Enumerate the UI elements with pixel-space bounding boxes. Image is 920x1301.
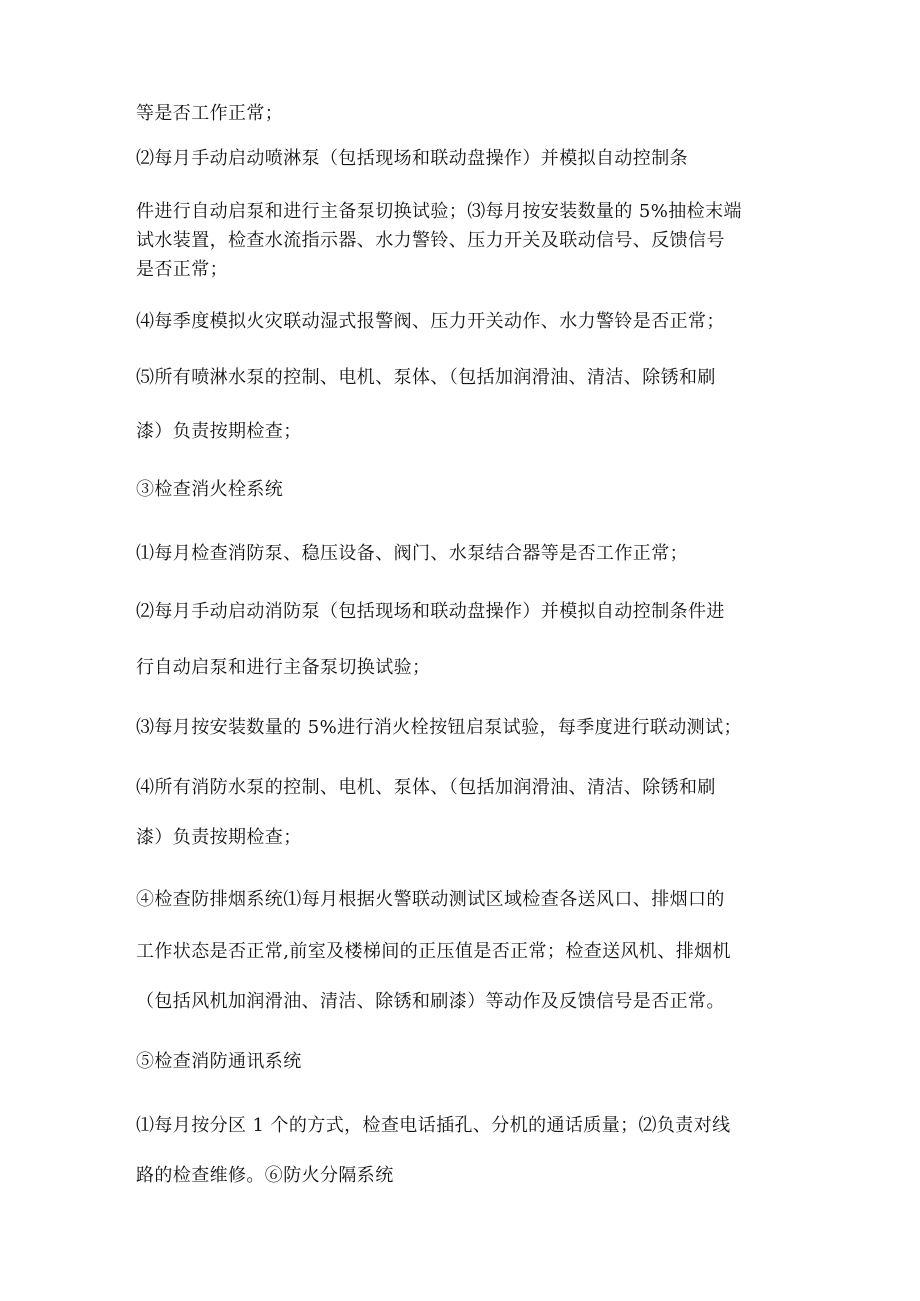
text-line: 路的检查维修。⑥防火分隔系统 [136,1165,394,1186]
text-line: ⑵每月手动启动消防泵（包括现场和联动盘操作）并模拟自动控制条件进 [136,601,725,622]
text-line: ⑸所有喷淋水泵的控制、电机、泵体、（包括加润滑油、清洁、除锈和刷 [136,367,716,388]
text-line: 试水装置，检查水流指示器、水力警铃、压力开关及联动信号、反馈信号 [136,230,725,251]
text-line: 件进行自动启泵和进行主备泵切换试验；⑶每月按安装数量的 5%抽检末端 [136,201,742,222]
text-line: 行自动启泵和进行主备泵切换试验； [136,657,431,678]
text-line: 是否正常； [136,259,228,280]
text-line: ⑷每季度模拟火灾联动湿式报警阀、压力开关动作、水力警铃是否正常； [136,311,725,332]
text-line: ⑴每月按分区 1 个的方式，检查电话插孔、分机的通话质量；⑵负责对线 [136,1115,731,1136]
section-heading: ③检查消火栓系统 [136,479,284,500]
section-heading: ⑤检查消防通讯系统 [136,1051,302,1072]
text-line: 等是否工作正常； [136,103,284,124]
text-line: 工作状态是否正常,前室及楼梯间的正压值是否正常；检查送风机、排烟机 [136,941,731,962]
text-line: ④检查防排烟系统⑴每月根据火警联动测试区域检查各送风口、排烟口的 [136,889,725,910]
text-line: （包括风机加润滑油、清洁、除锈和刷漆）等动作及反馈信号是否正常。 [136,991,725,1012]
text-line: ⑷所有消防水泵的控制、电机、泵体、（包括加润滑油、清洁、除锈和刷 [136,777,716,798]
text-line: ⑶每月按安装数量的 5%进行消火栓按钮启泵试验，每季度进行联动测试； [136,717,742,738]
text-line: ⑴每月检查消防泵、稳压设备、阀门、水泵结合器等是否工作正常； [136,543,688,564]
text-line: ⑵每月手动启动喷淋泵（包括现场和联动盘操作）并模拟自动控制条 [136,148,688,169]
text-line: 漆）负责按期检查； [136,421,302,442]
text-line: 漆）负责按期检查； [136,827,302,848]
